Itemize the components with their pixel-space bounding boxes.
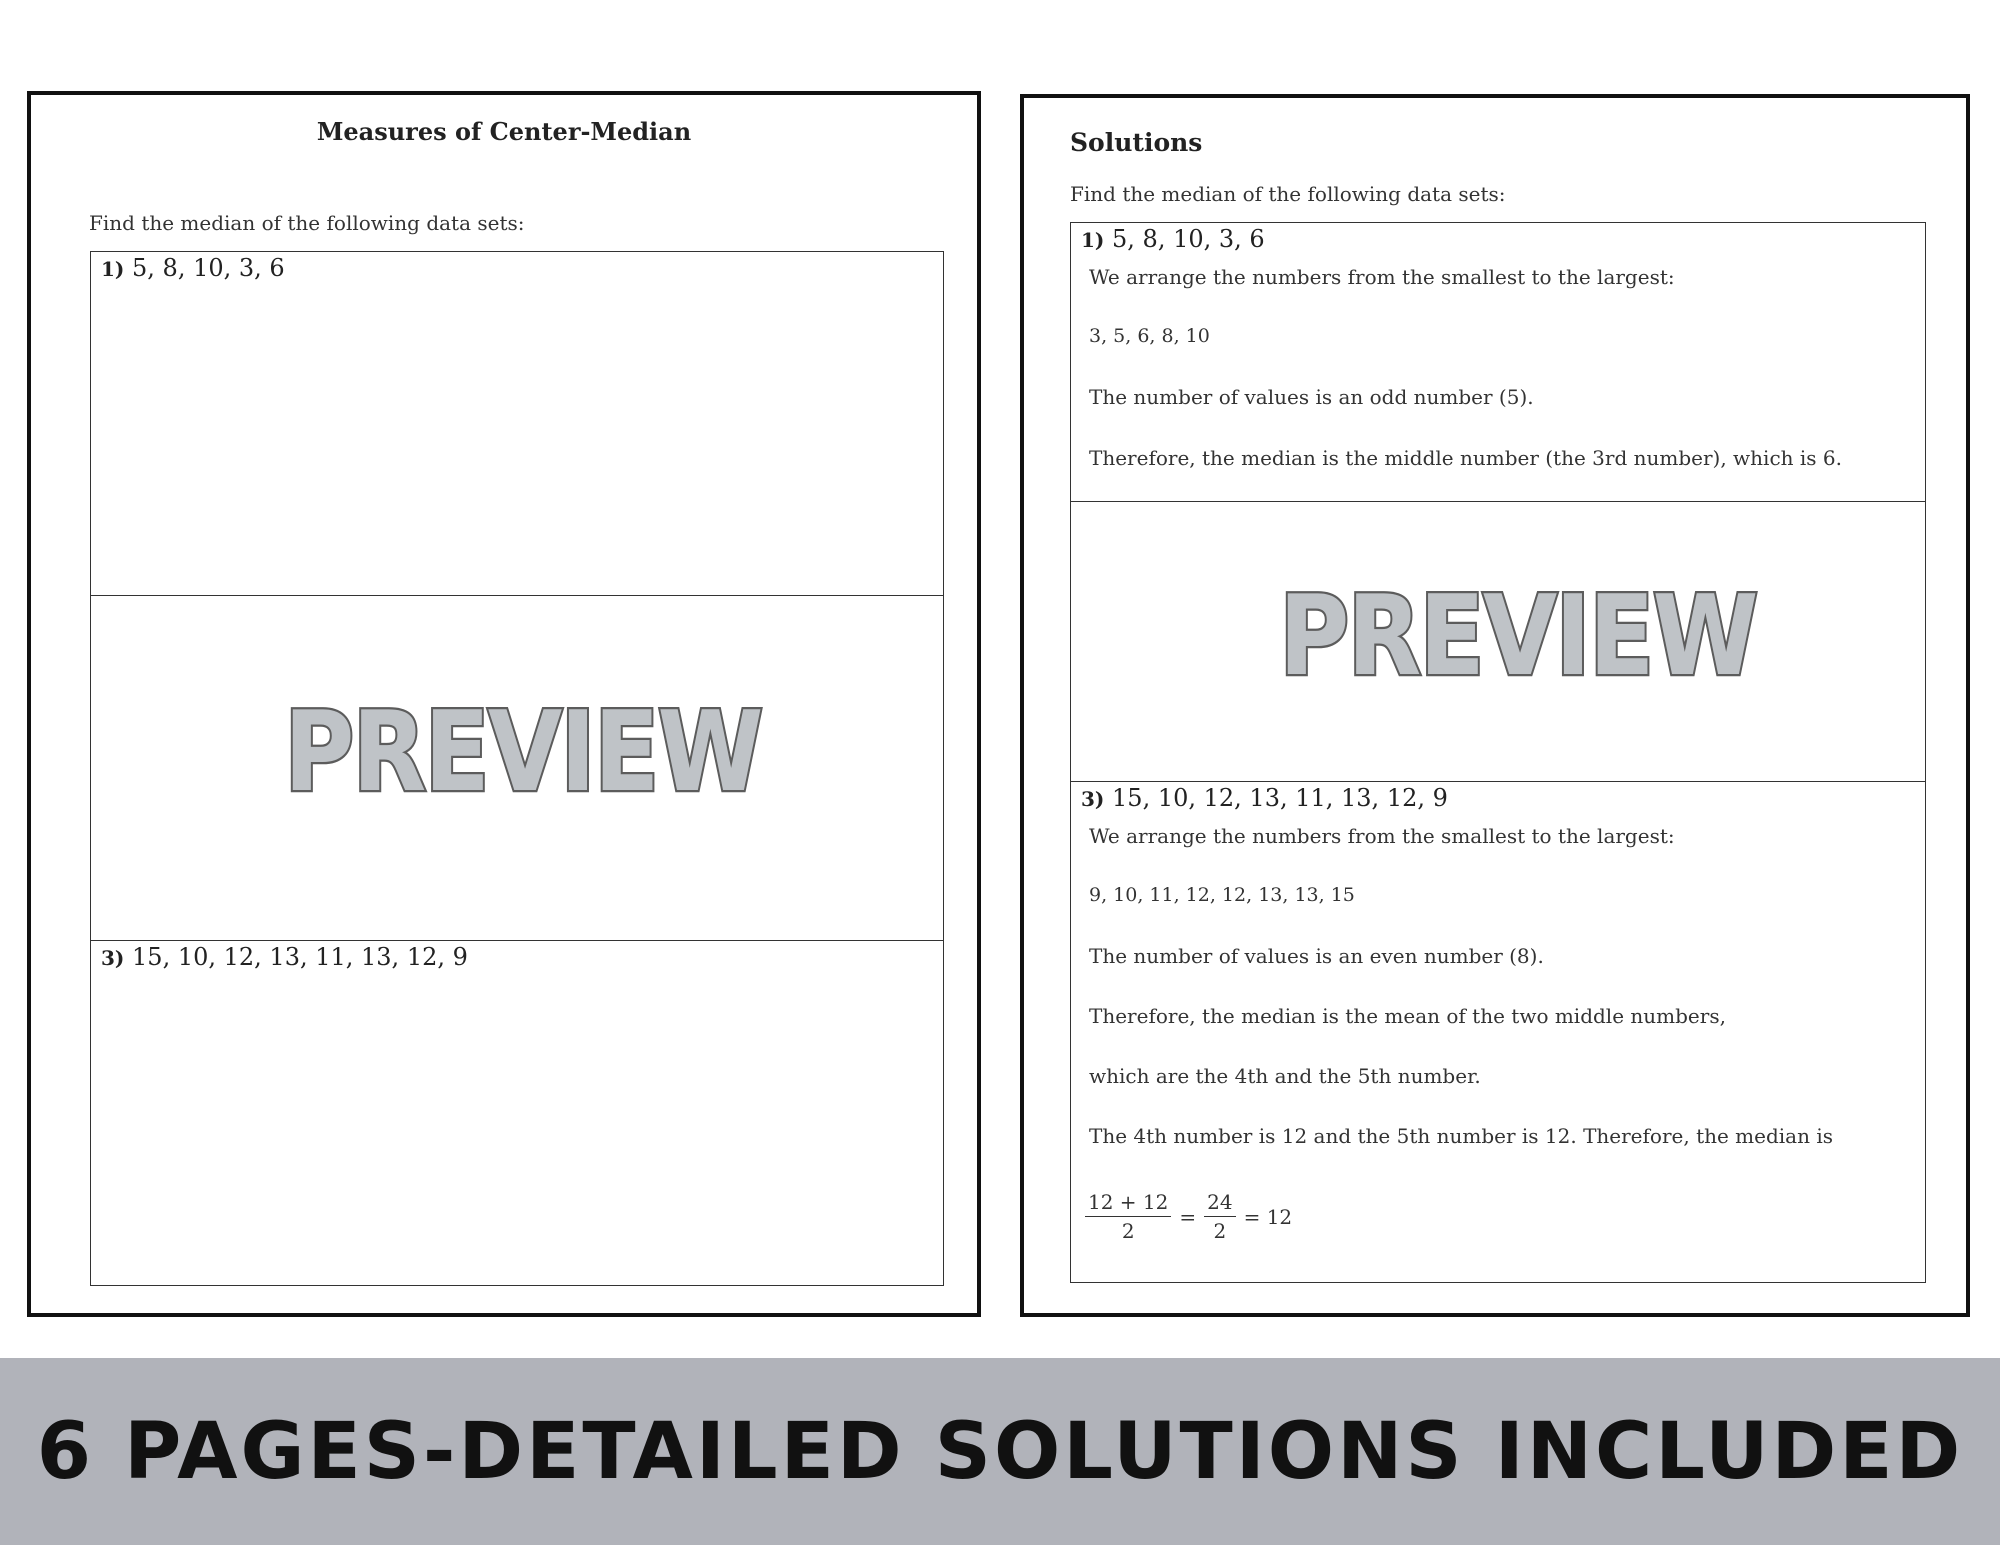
problem-1-number: 1): [101, 257, 125, 281]
solution-1-sorted: 3, 5, 6, 8, 10: [1089, 325, 1210, 347]
solution-box-1: [1070, 222, 1926, 503]
median-equation: [1081, 1190, 1296, 1243]
equation-result: = 12: [1243, 1204, 1293, 1229]
worksheet-title: Measures of Center-Median: [316, 117, 692, 146]
footer-text: 6 PAGES-DETAILED SOLUTIONS INCLUDED: [36, 1406, 1964, 1497]
problem-box-2-hidden: [90, 595, 944, 942]
solution-3-problem: [1081, 784, 1448, 812]
solution-3-line: Therefore, the median is the mean of the two middle numbers,: [1089, 1004, 1726, 1028]
solution-1-data: 5, 8, 10, 3, 6: [1112, 225, 1265, 253]
worksheet-page: [27, 91, 981, 1317]
problem-3-number: 3): [101, 946, 125, 970]
problem-box-1: [90, 251, 944, 597]
solution-1-conclusion: Therefore, the median is the middle number (the 3rd number), which is 6.: [1089, 446, 1842, 470]
problem-box-3: [90, 940, 944, 1286]
preview-watermark: PREVIEW: [1279, 571, 1757, 701]
solutions-title: Solutions: [1070, 128, 1203, 157]
fraction-sum: [1085, 1190, 1171, 1243]
solution-3-line: We arrange the numbers from the smallest to the largest:: [1089, 824, 1675, 848]
footer-banner: [0, 1358, 2000, 1545]
solution-3-number: 3): [1081, 787, 1105, 811]
fraction-sum-denominator: 2: [1121, 1219, 1135, 1243]
solutions-instruction: Find the median of the following data sets:: [1070, 182, 1506, 206]
worksheet-instruction: Find the median of the following data sets:: [89, 211, 525, 235]
solution-3-sorted: 9, 10, 11, 12, 12, 13, 13, 15: [1089, 884, 1355, 906]
solution-3-data: 15, 10, 12, 13, 11, 13, 12, 9: [1112, 784, 1448, 812]
fraction-total: [1204, 1190, 1235, 1243]
solution-3-line: which are the 4th and the 5th number.: [1089, 1064, 1481, 1088]
problem-3: [101, 943, 468, 971]
preview-watermark: PREVIEW: [284, 687, 762, 817]
equals-sign: =: [1179, 1204, 1197, 1229]
solutions-page: [1020, 94, 1970, 1317]
problem-3-data: 15, 10, 12, 13, 11, 13, 12, 9: [132, 943, 468, 971]
solution-1-problem: [1081, 225, 1265, 253]
solution-1-line: We arrange the numbers from the smallest to the largest:: [1089, 265, 1675, 289]
fraction-sum-numerator: 12 + 12: [1085, 1190, 1171, 1217]
solution-box-3: [1070, 781, 1926, 1283]
solution-1-number: 1): [1081, 228, 1105, 252]
problem-1-data: 5, 8, 10, 3, 6: [132, 254, 285, 282]
fraction-total-denominator: 2: [1213, 1219, 1227, 1243]
solution-3-line: The 4th number is 12 and the 5th number is 12. Therefore, the median is: [1089, 1124, 1834, 1148]
fraction-total-numerator: 24: [1204, 1190, 1235, 1217]
solution-box-2-hidden: [1070, 501, 1926, 783]
solution-1-line: The number of values is an odd number (5).: [1089, 385, 1534, 409]
solution-3-line: The number of values is an even number (8).: [1089, 944, 1544, 968]
problem-1: [101, 254, 285, 282]
